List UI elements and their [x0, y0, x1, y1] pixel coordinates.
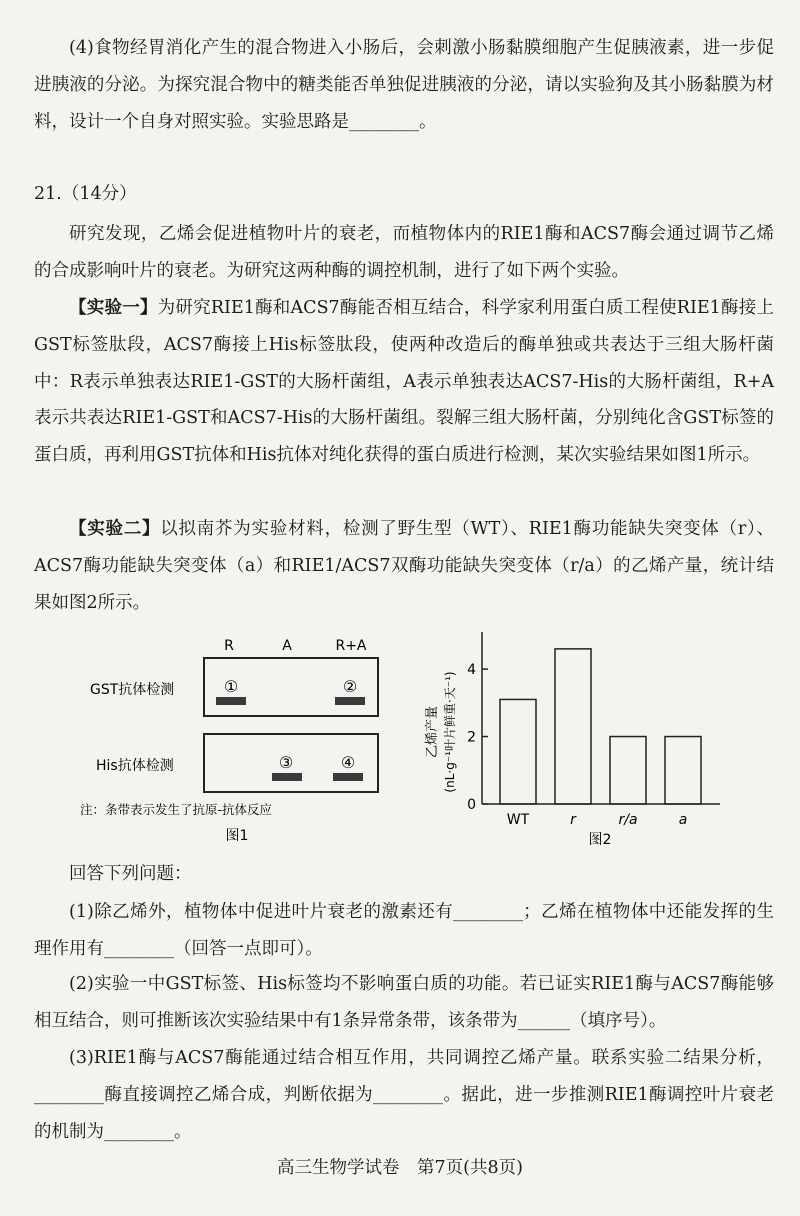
- question-1: (1)除乙烯外，植物体中促进叶片衰老的激素还有________；乙烯在植物体中还能发挥的生理作用有________（回答一点即可）。: [34, 902, 774, 959]
- bar-WT: [500, 699, 536, 804]
- x-tick-label-r: r: [570, 812, 576, 828]
- question-3: (3)RIE1酶与ACS7酶能通过结合相互作用，共同调控乙烯产量。联系实验二结果分析，________酶直接调控乙烯合成，判断依据为________。据此，进一步推测RIE1酶调控叶片衰老的机制为________。: [34, 1048, 774, 1142]
- band-4-label: ④: [340, 753, 356, 772]
- fig1-col-r: R: [224, 638, 234, 654]
- page-footer: 高三生物学试卷 第7页(共8页): [277, 1158, 523, 1178]
- band-2-label: ②: [342, 677, 358, 696]
- fig1-col-ra: R+A: [335, 638, 367, 654]
- band-3: [272, 773, 302, 781]
- figure-2-caption: 图2: [588, 832, 612, 848]
- figure-2-chart: [410, 620, 730, 850]
- gst-detection-label: GST抗体检测: [90, 682, 175, 698]
- question-2: (2)实验一中GST标签、His标签均不影响蛋白质的功能。若已证实RIE1酶与ACS7酶能够相互结合，则可推断该次实验结果中有1条异常条带，该条带为______（填序号）。: [34, 974, 774, 1031]
- band-4: [333, 773, 363, 781]
- q21-intro: 研究发现，乙烯会促进植物叶片的衰老，而植物体内的RIE1酶和ACS7酶会通过调节乙烯的合成影响叶片的衰老。为研究这两种酶的调控机制，进行了如下两个实验。: [34, 224, 774, 281]
- experiment-2-text: 以拟南芥为实验材料，检测了野生型（WT）、RIE1酶功能缺失突变体（r）、ACS7酶功能缺失突变体（a）和RIE1/ACS7双酶功能缺失突变体（r/a）的乙烯产量，统计结果如图2所示。: [34, 519, 774, 613]
- x-tick-label-a: a: [678, 812, 688, 828]
- band-1: [216, 697, 246, 705]
- x-tick-label-r-a: r/a: [618, 812, 638, 828]
- figure-1-note: 注：条带表示发生了抗原-抗体反应: [80, 802, 273, 817]
- experiment-1-text: 为研究RIE1酶和ACS7酶能否相互结合，科学家利用蛋白质工程使RIE1酶接上GST标签肽段，ACS7酶接上His标签肽段，使两种改造后的酶单独或共表达于三组大肠杆菌中：R表示单独表达RIE1-GST的大肠杆菌组，A表示单独表达ACS7-His的大肠杆菌组，R+A表示共表达RIE1-GST和ACS7-His的大肠杆菌组。裂解三组大肠杆菌，分别纯化含GST标签的蛋白质，再利用GST抗体和His抗体对纯化获得的蛋白质进行检测，某次实验结果如图1所示。: [34, 298, 774, 466]
- figure-1: [80, 628, 400, 853]
- y-tick-label-0: 0: [467, 797, 476, 813]
- his-detection-label: His抗体检测: [96, 758, 174, 774]
- experiment-1: [34, 290, 774, 474]
- band-2: [335, 697, 365, 705]
- chart-y-axis-title: [424, 671, 457, 792]
- experiment-2: [34, 511, 774, 621]
- y-tick-label-2: 4: [467, 662, 476, 679]
- figure-1-caption: 图1: [225, 828, 249, 844]
- y-tick-label-1: 2: [467, 729, 476, 746]
- band-1-label: ①: [223, 677, 239, 696]
- chart-y-label-unit: (nL·g⁻¹叶片鲜重·天⁻¹): [443, 671, 457, 793]
- band-3-label: ③: [278, 753, 294, 772]
- chart-y-label: 乙烯产量: [425, 705, 440, 759]
- experiment-2-label: 【实验二】: [69, 519, 161, 539]
- q21-header: 21.（14分）: [34, 184, 137, 204]
- bar-a: [665, 737, 701, 804]
- x-tick-label-WT: WT: [506, 812, 530, 828]
- bar-r: [555, 649, 591, 804]
- bar-r-a: [610, 737, 646, 804]
- q20-part4: (4)食物经胃消化产生的混合物进入小肠后，会刺激小肠黏膜细胞产生促胰液素，进一步促进胰液的分泌。为探究混合物中的糖类能否单独促进胰液的分泌，请以实验狗及其小肠黏膜为材料，设计一个自身对照实验。实验思路是________。: [34, 38, 774, 132]
- experiment-1-label: 【实验一】: [69, 298, 158, 318]
- answer-prompt: 回答下列问题：: [69, 864, 192, 884]
- fig1-col-a: A: [282, 638, 292, 654]
